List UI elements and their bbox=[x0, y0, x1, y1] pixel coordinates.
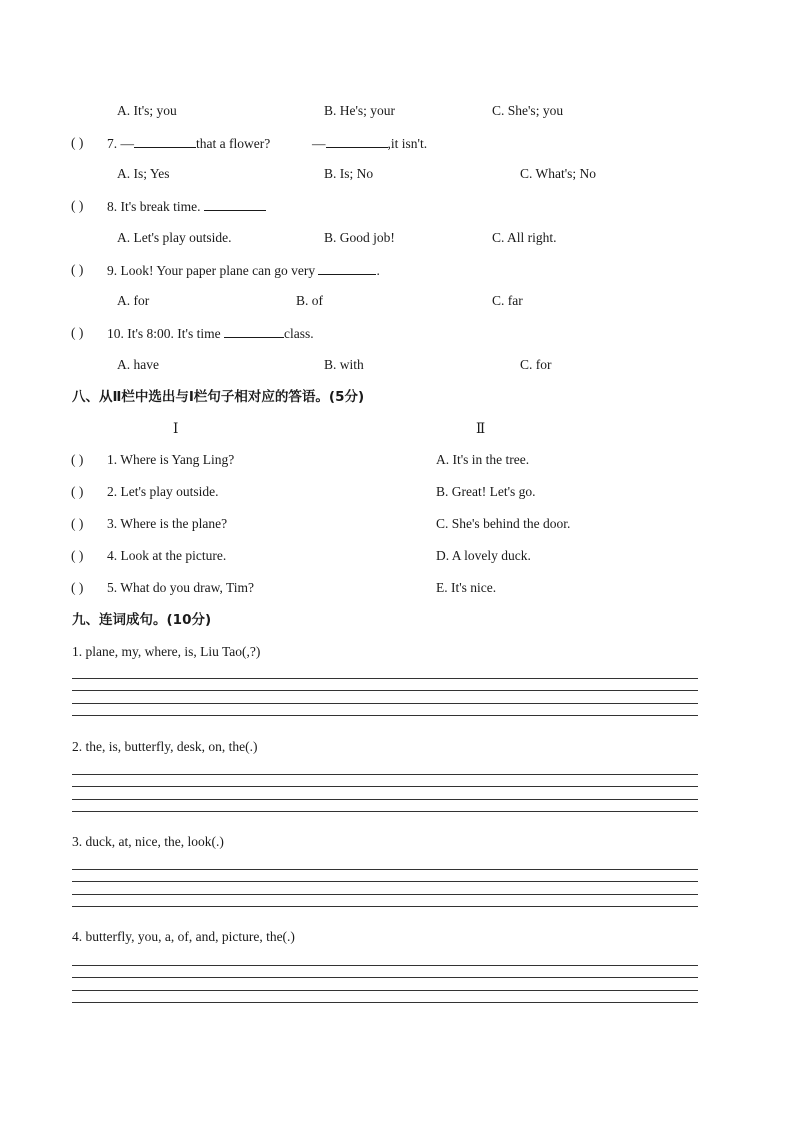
sentence-3-words: 3. duck, at, nice, the, look(.) bbox=[72, 834, 224, 849]
q10-text: 10. It's 8:00. It's time bbox=[107, 326, 221, 341]
q8-option-b: B. Good job! bbox=[324, 230, 395, 245]
q8-question bbox=[107, 198, 266, 215]
q8-option-c: C. All right. bbox=[492, 230, 557, 245]
q7-dash-2: — bbox=[312, 136, 326, 151]
q8-option-a: A. Let's play outside. bbox=[117, 230, 232, 245]
q6-option-b: B. He's; your bbox=[324, 103, 396, 118]
sentence-1-words: 1. plane, my, where, is, Liu Tao(,?) bbox=[72, 644, 261, 659]
section-8-column-1-label: Ⅰ bbox=[173, 421, 179, 436]
match-3-question: 3. Where is the plane? bbox=[107, 516, 228, 531]
match-option-e: E. It's nice. bbox=[436, 580, 497, 595]
match-4-question: 4. Look at the picture. bbox=[107, 548, 227, 563]
match-option-d: D. A lovely duck. bbox=[436, 548, 531, 563]
q8-answer-paren[interactable]: ( ) bbox=[71, 198, 84, 213]
q9-option-c: C. far bbox=[492, 293, 523, 308]
q9-option-a: A. for bbox=[117, 293, 150, 308]
q9-end: . bbox=[376, 263, 380, 278]
q10-blank[interactable] bbox=[224, 325, 284, 338]
q7-answer-paren[interactable]: ( ) bbox=[71, 135, 84, 150]
q10-option-b: B. with bbox=[324, 357, 364, 372]
q7-number: 7. bbox=[107, 136, 118, 151]
q7-option-c: C. What's; No bbox=[520, 166, 597, 181]
match-1-answer-paren[interactable]: ( ) bbox=[71, 452, 84, 467]
q10-answer-paren[interactable]: ( ) bbox=[71, 325, 84, 340]
match-option-c: C. She's behind the door. bbox=[436, 516, 571, 531]
match-5-question: 5. What do you draw, Tim? bbox=[107, 580, 254, 595]
q9-text: 9. Look! Your paper plane can go very bbox=[107, 263, 316, 278]
section-8-heading: 八、从Ⅱ栏中选出与Ⅰ栏句子相对应的答语。(5分) bbox=[72, 389, 365, 405]
q8-text: 8. It's break time. bbox=[107, 199, 201, 214]
q9-blank[interactable] bbox=[318, 262, 376, 275]
q9-answer-paren[interactable]: ( ) bbox=[71, 262, 84, 277]
q10-option-a: A. have bbox=[117, 357, 159, 372]
q7-blank-2[interactable] bbox=[326, 135, 388, 148]
match-2-question: 2. Let's play outside. bbox=[107, 484, 219, 499]
match-4-answer-paren[interactable]: ( ) bbox=[71, 548, 84, 563]
q8-blank[interactable] bbox=[204, 198, 266, 211]
q7-option-a: A. Is; Yes bbox=[117, 166, 170, 181]
q6-option-c: C. She's; you bbox=[492, 103, 564, 118]
match-5-answer-paren[interactable]: ( ) bbox=[71, 580, 84, 595]
match-2-answer-paren[interactable]: ( ) bbox=[71, 484, 84, 499]
sentence-2-words: 2. the, is, butterfly, desk, on, the(.) bbox=[72, 739, 258, 754]
q7-blank-1[interactable] bbox=[134, 135, 196, 148]
q10-end: class. bbox=[284, 326, 314, 341]
q7-dash-1: — bbox=[120, 136, 134, 151]
q7-text-2: ,it isn't. bbox=[387, 136, 428, 151]
q9-option-b: B. of bbox=[296, 293, 323, 308]
q7-option-b: B. Is; No bbox=[324, 166, 374, 181]
match-1-question: 1. Where is Yang Ling? bbox=[107, 452, 235, 467]
q9-question bbox=[107, 262, 380, 279]
match-option-a: A. It's in the tree. bbox=[436, 452, 530, 467]
match-3-answer-paren[interactable]: ( ) bbox=[71, 516, 84, 531]
match-option-b: B. Great! Let's go. bbox=[436, 484, 536, 499]
q10-question bbox=[107, 325, 314, 342]
section-8-column-2-label: Ⅱ bbox=[476, 421, 486, 436]
q7-text-1: that a flower? bbox=[196, 136, 271, 151]
q7-question bbox=[107, 135, 270, 152]
sentence-4-words: 4. butterfly, you, a, of, and, picture, the(.) bbox=[72, 929, 295, 944]
section-9-heading: 九、连词成句。(10分) bbox=[72, 612, 212, 628]
q7-reply bbox=[312, 135, 427, 152]
q6-option-a: A. It's; you bbox=[117, 103, 177, 118]
q10-option-c: C. for bbox=[520, 357, 552, 372]
